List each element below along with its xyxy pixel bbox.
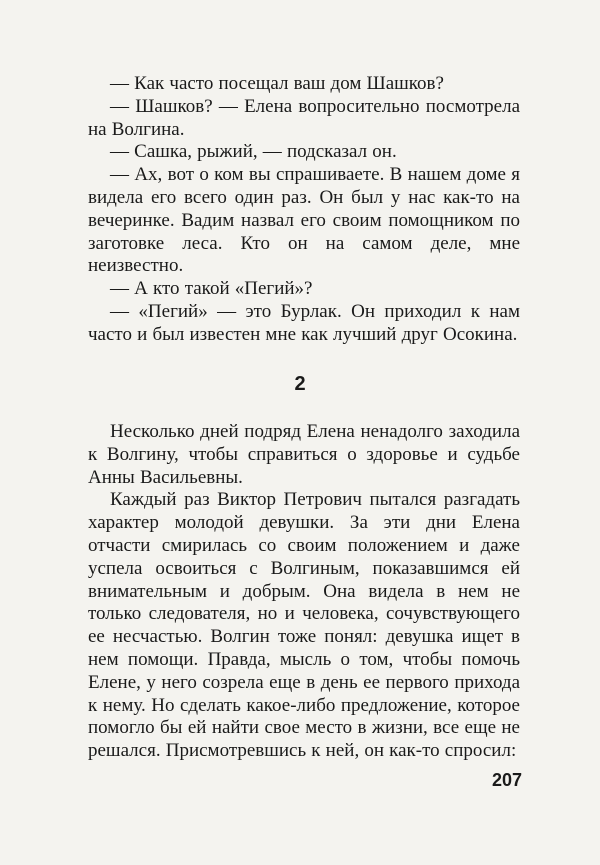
paragraph: Несколько дней подряд Елена ненадолго заходила к Волгину, чтобы справиться о здоровье и судьбе Анны Васильевны. [88, 421, 520, 488]
dialogue-line: — Шашков? — Елена вопросительно посмотрела на Волгина. [88, 95, 520, 140]
paragraph: Каждый раз Виктор Петрович пытался разгадать характер молодой девушки. За эти дни Елена отчасти смирилась со своим положением и даже успела освоиться с Волгиным, показавшимся ей внимательным и добрым. Она видела в нем не только следователя, но и человека, сочувствующего ее несчастью. Волгин тоже понял: девушка ищет в нем помощи. Правда, мысль о том, чтобы помочь Елене, у него созрела еще в день ее первого прихода к нему. Но сделать какое-либо предложение, которое помогло бы ей найти свое место в жизни, все еще не решался. Присмотревшись к ней, он как-то спросил: [88, 489, 520, 762]
dialogue-line: — Как часто посещал ваш дом Шашков? [110, 73, 444, 94]
dialogue-line: — Ах, вот о ком вы спрашиваете. В нашем доме я видела его всего один раз. Он был у нас как-то на вечеринке. Вадим назвал его своим помощником по заготовке леса. Кто он на самом деле, мне неизвестно. [88, 164, 520, 277]
dialogue-block [88, 73, 520, 347]
dialogue-line: — А кто такой «Пегий»? [110, 278, 313, 300]
narrative-block [88, 421, 520, 763]
chapter-heading: 2 [294, 373, 306, 395]
dialogue-line: — Сашка, рыжий, — подсказал он. [110, 141, 397, 163]
page-number: 207 [491, 770, 522, 790]
dialogue-line: — «Пегий» — это Бурлак. Он приходил к нам часто и был известен мне как лучший друг Осокина. [88, 300, 520, 345]
